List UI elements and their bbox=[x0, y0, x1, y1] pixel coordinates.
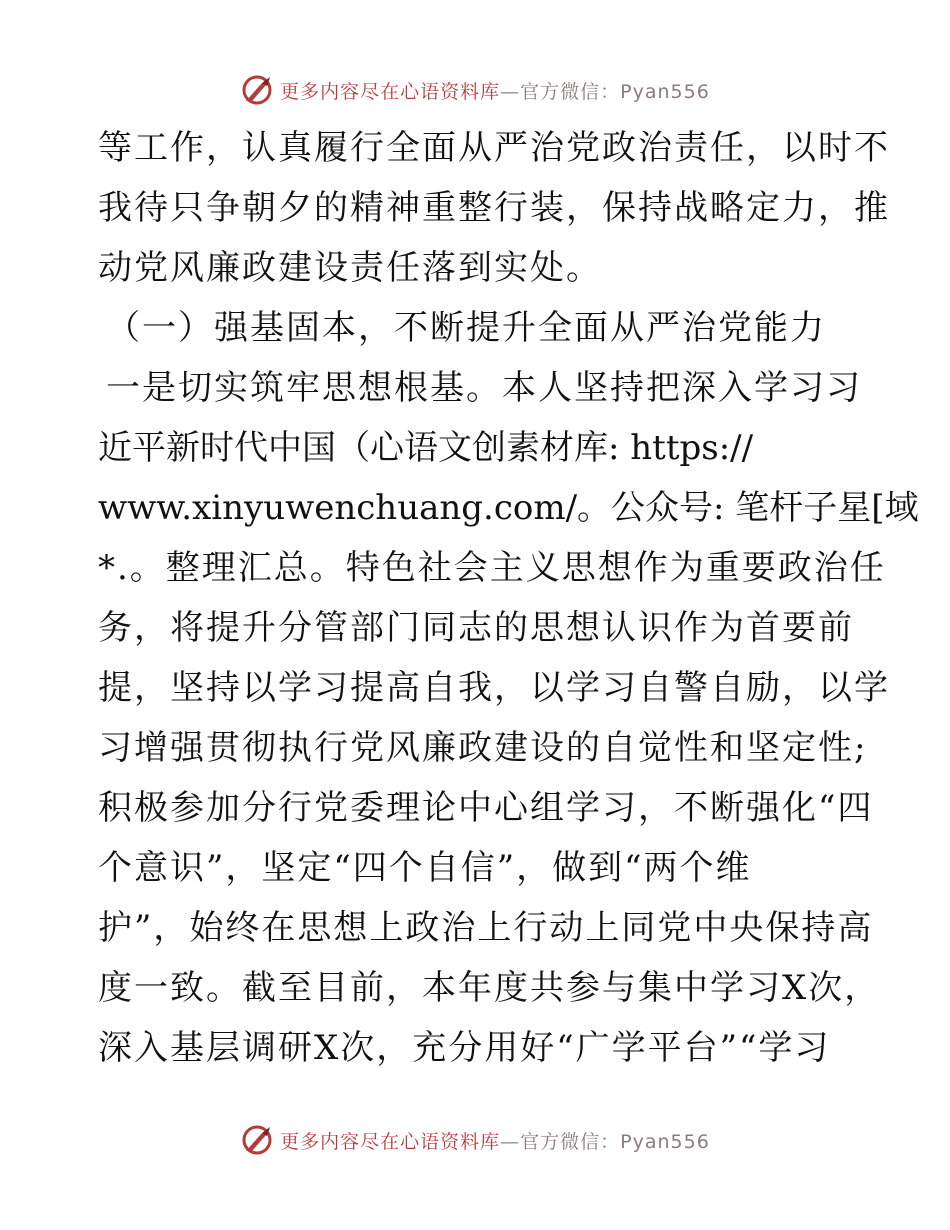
text-line: 提，坚持以学习提高自我，以学习自警自励，以学 bbox=[98, 668, 890, 708]
text-line: www.xinyuwenchuang.com/。公众号: 笔杆子星[域 bbox=[98, 488, 919, 528]
text-line: *.。整理汇总。特色社会主义思想作为重要政治任 bbox=[98, 548, 886, 588]
header-watermark-banner bbox=[0, 70, 950, 110]
text-line: 我待只争朝夕的精神重整行装，保持战略定力，推 bbox=[98, 188, 890, 228]
document-body bbox=[98, 118, 919, 1078]
text-line: 动党风廉政建设责任落到实处。 bbox=[98, 248, 602, 288]
section-heading: （一）强基固本，不断提升全面从严治党能力 bbox=[106, 308, 826, 348]
text-line: 积极参加分行党委理论中心组学习，不断强化“四 bbox=[98, 788, 874, 828]
banner-text: 更多内容尽在心语资料库—官方微信：Pyan556 bbox=[280, 80, 710, 103]
text-line: 近平新时代中国（心语文创素材库: https:// bbox=[98, 428, 754, 468]
text-line: 习增强贯彻执行党风廉政建设的自觉性和坚定性; bbox=[98, 728, 868, 768]
text-line: 护”，始终在思想上政治上行动上同党中央保持高 bbox=[98, 908, 874, 948]
text-line: 等工作，认真履行全面从严治党政治责任，以时不 bbox=[98, 128, 890, 168]
text-line: 一是切实筑牢思想根基。本人坚持把深入学习习 bbox=[106, 368, 862, 408]
banner-text: 更多内容尽在心语资料库—官方微信：Pyan556 bbox=[280, 1130, 710, 1153]
text-line: 深入基层调研X次，充分用好“广学平台”“学习 bbox=[98, 1028, 831, 1068]
text-line: 务，将提升分管部门同志的思想认识作为首要前 bbox=[98, 608, 854, 648]
quill-pen-logo-icon bbox=[240, 1123, 274, 1157]
text-line: 度一致。截至目前，本年度共参与集中学习X次， bbox=[98, 968, 881, 1008]
footer-watermark-banner bbox=[0, 1120, 950, 1160]
quill-pen-logo-icon bbox=[240, 73, 274, 107]
text-line: 个意识”，坚定“四个自信”，做到“两个维 bbox=[98, 848, 752, 888]
